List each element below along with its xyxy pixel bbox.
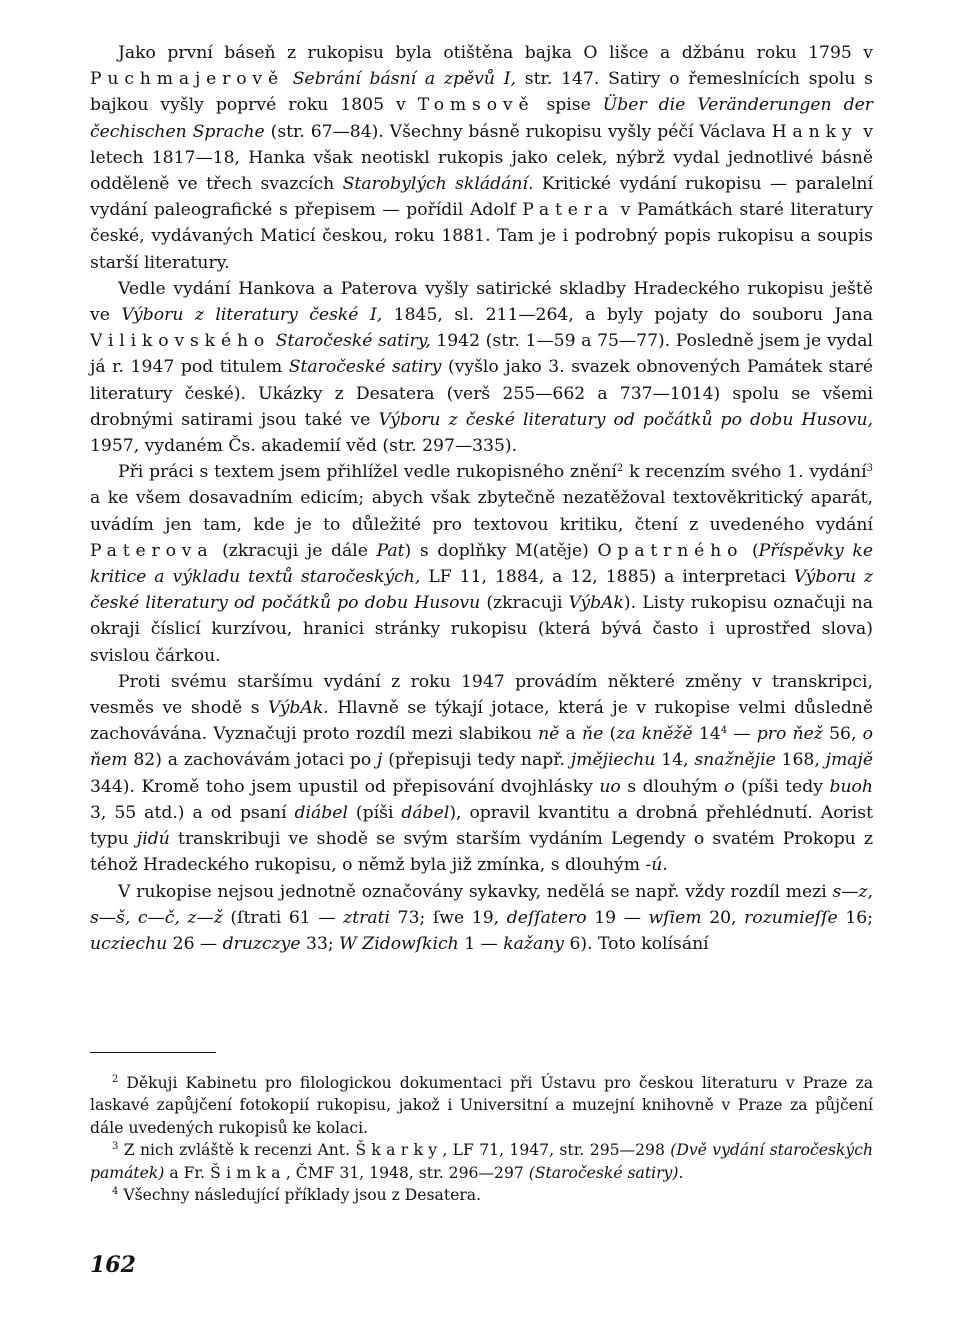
footnote — [90, 1184, 873, 1206]
italic-run: ně — [538, 724, 560, 745]
spaced-name: Paterova — [90, 540, 214, 561]
italic-run: rozumieſſe — [744, 907, 838, 928]
italic-run: dábel — [401, 802, 450, 823]
paragraph — [90, 669, 873, 879]
text-run: s dlouhým — [620, 776, 725, 797]
spaced-name: Puchmajerově — [90, 69, 284, 90]
text-run: (str. 67—84). Všechny básně rukopisu vyšly péčí Václava — [264, 121, 772, 142]
footnotes — [90, 1072, 873, 1206]
footnote-ref: 4 — [720, 725, 728, 737]
text-run: str. 147. Satiry o řemeslnících spolu s bajkou vyšly poprvé roku 1805 v — [90, 69, 873, 116]
italic-run: Pat — [376, 540, 405, 561]
italic-run: -ú — [645, 855, 663, 876]
footnote — [90, 1072, 873, 1139]
main-text — [90, 40, 873, 957]
footnote-ref: 3 — [112, 1141, 119, 1153]
spaced-name: Patera — [522, 200, 614, 221]
italic-run: jmajě — [825, 750, 873, 771]
text-run: 82) a zachovávám jotaci po — [127, 750, 378, 771]
text-run: 168, — [775, 750, 826, 771]
italic-run: VýbAk. — [268, 698, 329, 719]
text-run: — — [727, 724, 757, 745]
italic-run: o — [724, 776, 735, 797]
italic-run: Starobylých skládání. — [342, 174, 534, 195]
text-run: ( — [743, 540, 759, 561]
italic-run: wſiem — [648, 907, 702, 928]
italic-run: Výboru z české literatury od počátků po dobu Husovu — [90, 567, 873, 614]
text-run: (píši — [347, 802, 402, 823]
italic-run: ztrati — [343, 907, 391, 928]
text-run: V rukopise nejsou jednotně označovány sykavky, nedělá se např. vždy rozdíl mezi — [118, 881, 833, 902]
text-run: Děkuji Kabinetu pro filologickou dokumentaci při Ústavu pro českou literaturu v Praze za laskavé zapůjčení fotokopií rukopisu, jakož i Universitní a muzejní knihovně v Praze za půjčení dále uvedených rukopisů ke kolaci. — [90, 1074, 873, 1137]
text-run: 14 — [692, 724, 721, 745]
paragraph — [90, 459, 873, 669]
footnote-ref: 3 — [866, 463, 873, 475]
italic-run: Staročeské satiry, — [275, 331, 431, 352]
text-run: v Památkách staré literatury české, vydávaných Maticí českou, roku 1881. Tam je i podrobný popis rukopisu a soupis starší literatury. — [90, 200, 873, 273]
footnote-divider — [90, 1052, 216, 1053]
spaced-name: Šimka — [210, 1163, 286, 1182]
text-run: Kritické vydání rukopisu — paralelní vydání paleografické s přepisem — pořídil Adolf — [90, 174, 874, 221]
italic-run: j — [377, 750, 383, 771]
text-run: (vyšlo jako 3. svazek obnovených Památek staré literatury české). Ukázky z Desatera (verš 255—662 a 737—1014) spolu se všemi drobnými satirami jsou také ve — [90, 357, 873, 430]
spaced-name: Hanky — [771, 121, 858, 142]
text-run: ) s doplňky M(atěje) — [404, 540, 598, 561]
text-run: Všechny následující příklady jsou z Desatera. — [118, 1186, 482, 1205]
footnote-ref: 4 — [112, 1186, 119, 1198]
text-run: 26 — — [167, 933, 223, 954]
text-run: ), opravil kvantitu a drobná přehlédnutí. Aorist typu — [90, 802, 874, 850]
text-run: Jako první báseň z rukopisu byla otištěna bajka O lišce a džbánu roku 1795 v — [118, 43, 873, 63]
italic-run: jidú — [136, 829, 170, 850]
text-run: Při práci s textem jsem přihlížel vedle rukopisného znění — [118, 462, 617, 483]
italic-run: ňe — [582, 724, 604, 745]
text-run: . — [662, 855, 668, 876]
paragraph — [90, 40, 873, 276]
spaced-name: Opatrného — [597, 540, 744, 561]
italic-run: s—z, s—š, c—č, z—ž — [90, 881, 873, 928]
text-run: v letech 1817—18, Hanka však neotiskl rukopis jako celek, nýbrž vydal jednotlivé básně odděleně ve třech svazcích — [90, 121, 873, 195]
paragraph — [90, 879, 873, 958]
text-run — [284, 69, 293, 89]
text-run: ). Listy rukopisu označuji na okraji číslicí kurzívou, hranici stránky rukopisu (která bývá často i uprostřed slova) svislou čárkou. — [90, 593, 873, 666]
footnote-ref: 2 — [112, 1074, 119, 1085]
italic-run: buoh — [829, 776, 873, 797]
italic-run: druzczye — [222, 933, 301, 954]
italic-run: W Zidowſkich — [339, 933, 459, 954]
text-run: 344). Kromě toho jsem upustil od přepisování dvojhlásky — [90, 776, 600, 797]
text-run: 14, — [655, 750, 695, 771]
text-run: , ČMF 31, 1948, str. 296—297 — [285, 1163, 529, 1182]
text-run: Vedle vydání Hankova a Paterova vyšly satirické skladby Hradeckého rukopisu ještě ve — [90, 278, 873, 326]
footnote-ref: 2 — [616, 463, 624, 475]
text-run: k recenzím svého 1. vydání — [623, 462, 867, 483]
italic-run: kažany — [503, 933, 565, 954]
text-run: (zkracuji je dále — [213, 540, 377, 561]
italic-run: Výboru z literatury české I, — [121, 305, 383, 326]
text-run: (ſtrati 61 — — [222, 907, 344, 928]
text-run: 1 — — [458, 933, 504, 954]
text-run: 1957, vydaném Čs. akademií věd (str. 297—335). — [90, 436, 518, 457]
text-run: Z nich zvláště k recenzi Ant. — [118, 1141, 356, 1160]
text-run: a — [559, 724, 583, 745]
text-run: (přepisuji tedy např. — [382, 750, 571, 771]
text-run: 16; — [837, 907, 874, 928]
text-run: 1845, sl. 211—264, a byly pojaty do souboru Jana — [382, 305, 873, 326]
italic-run: pro ňež — [756, 724, 823, 745]
italic-run: (Staročeské satiry). — [528, 1163, 684, 1182]
italic-run: uo — [599, 776, 621, 797]
italic-run: Příspěvky ke kritice a výkladu textů staročeských, — [90, 540, 873, 588]
page-number: 162 — [90, 1252, 136, 1278]
italic-run: Über die Veränderungen der čechischen Sprache — [90, 95, 874, 142]
footnote — [90, 1139, 873, 1184]
text-run: 20, — [701, 907, 745, 928]
italic-run: Sebrání básní a zpěvů I, — [292, 69, 516, 90]
italic-run: diábel — [294, 802, 348, 823]
text-run: Hlavně se týkají jotace, která je v rukopise velmi důsledně zachovávána. Vyznačuji proto rozdíl mezi slabikou — [90, 698, 873, 745]
italic-run: o ňem — [90, 724, 874, 771]
italic-run: (Dvě vydání staročeských památek) — [90, 1141, 874, 1182]
italic-run: jmějiechu — [570, 750, 656, 771]
text-run: 73; ſwe 19, — [390, 907, 507, 928]
italic-run: Staročeské satiry — [288, 357, 442, 378]
text-run: a ke všem dosavadním edicím; abych však zbytečně nezatěžoval textověkritický aparát, uvádím jen tam, kde je to důležité pro textovou kritiku, čtení z uvedeného vydání — [90, 488, 873, 535]
text-run: LF 11, 1884, a 12, 1885) a interpretaci — [420, 567, 794, 588]
paragraph — [90, 276, 873, 459]
italic-run: ucziechu — [90, 933, 168, 954]
text-run: (píši tedy — [734, 776, 830, 797]
text-run: Proti svému staršímu vydání z roku 1947 provádím některé změny v transkripci, vesměs ve shodě s — [90, 671, 873, 719]
text-run: 1942 (str. 1—59 a 75—77). Posledně jsem je vydal já r. 1947 pod titulem — [90, 331, 873, 378]
text-run: 6). Toto kolísání — [564, 933, 709, 954]
text-run: spise — [534, 95, 603, 116]
italic-run: Výboru z české literatury od počátků po dobu Husovu, — [378, 409, 873, 430]
spaced-name: Škarky — [355, 1141, 443, 1160]
text-run: 56, — [822, 724, 863, 745]
spaced-name: Tomsově — [417, 95, 535, 116]
text-run: 3, 55 atd.) a od psaní — [90, 802, 295, 823]
text-run: transkribuji ve shodě se svým starším vydáním Legendy o svatém Prokopu z téhož Hradeckého rukopisu, o němž byla již zmínka, s dlouhým — [90, 829, 873, 876]
text-run: 33; — [300, 933, 340, 954]
italic-run: snažnějie — [694, 750, 776, 771]
spaced-name: Vilikovského — [90, 331, 271, 352]
text-run: a Fr. — [164, 1163, 211, 1182]
text-run: , LF 71, 1947, str. 295—298 — [442, 1141, 671, 1160]
italic-run: VýbAk — [568, 593, 624, 614]
text-run: 19 — — [586, 907, 649, 928]
text-run: ( — [603, 724, 617, 745]
italic-run: za kněžě — [616, 724, 693, 745]
text-run: (zkracuji — [480, 593, 569, 614]
italic-run: deſſatero — [506, 907, 587, 928]
